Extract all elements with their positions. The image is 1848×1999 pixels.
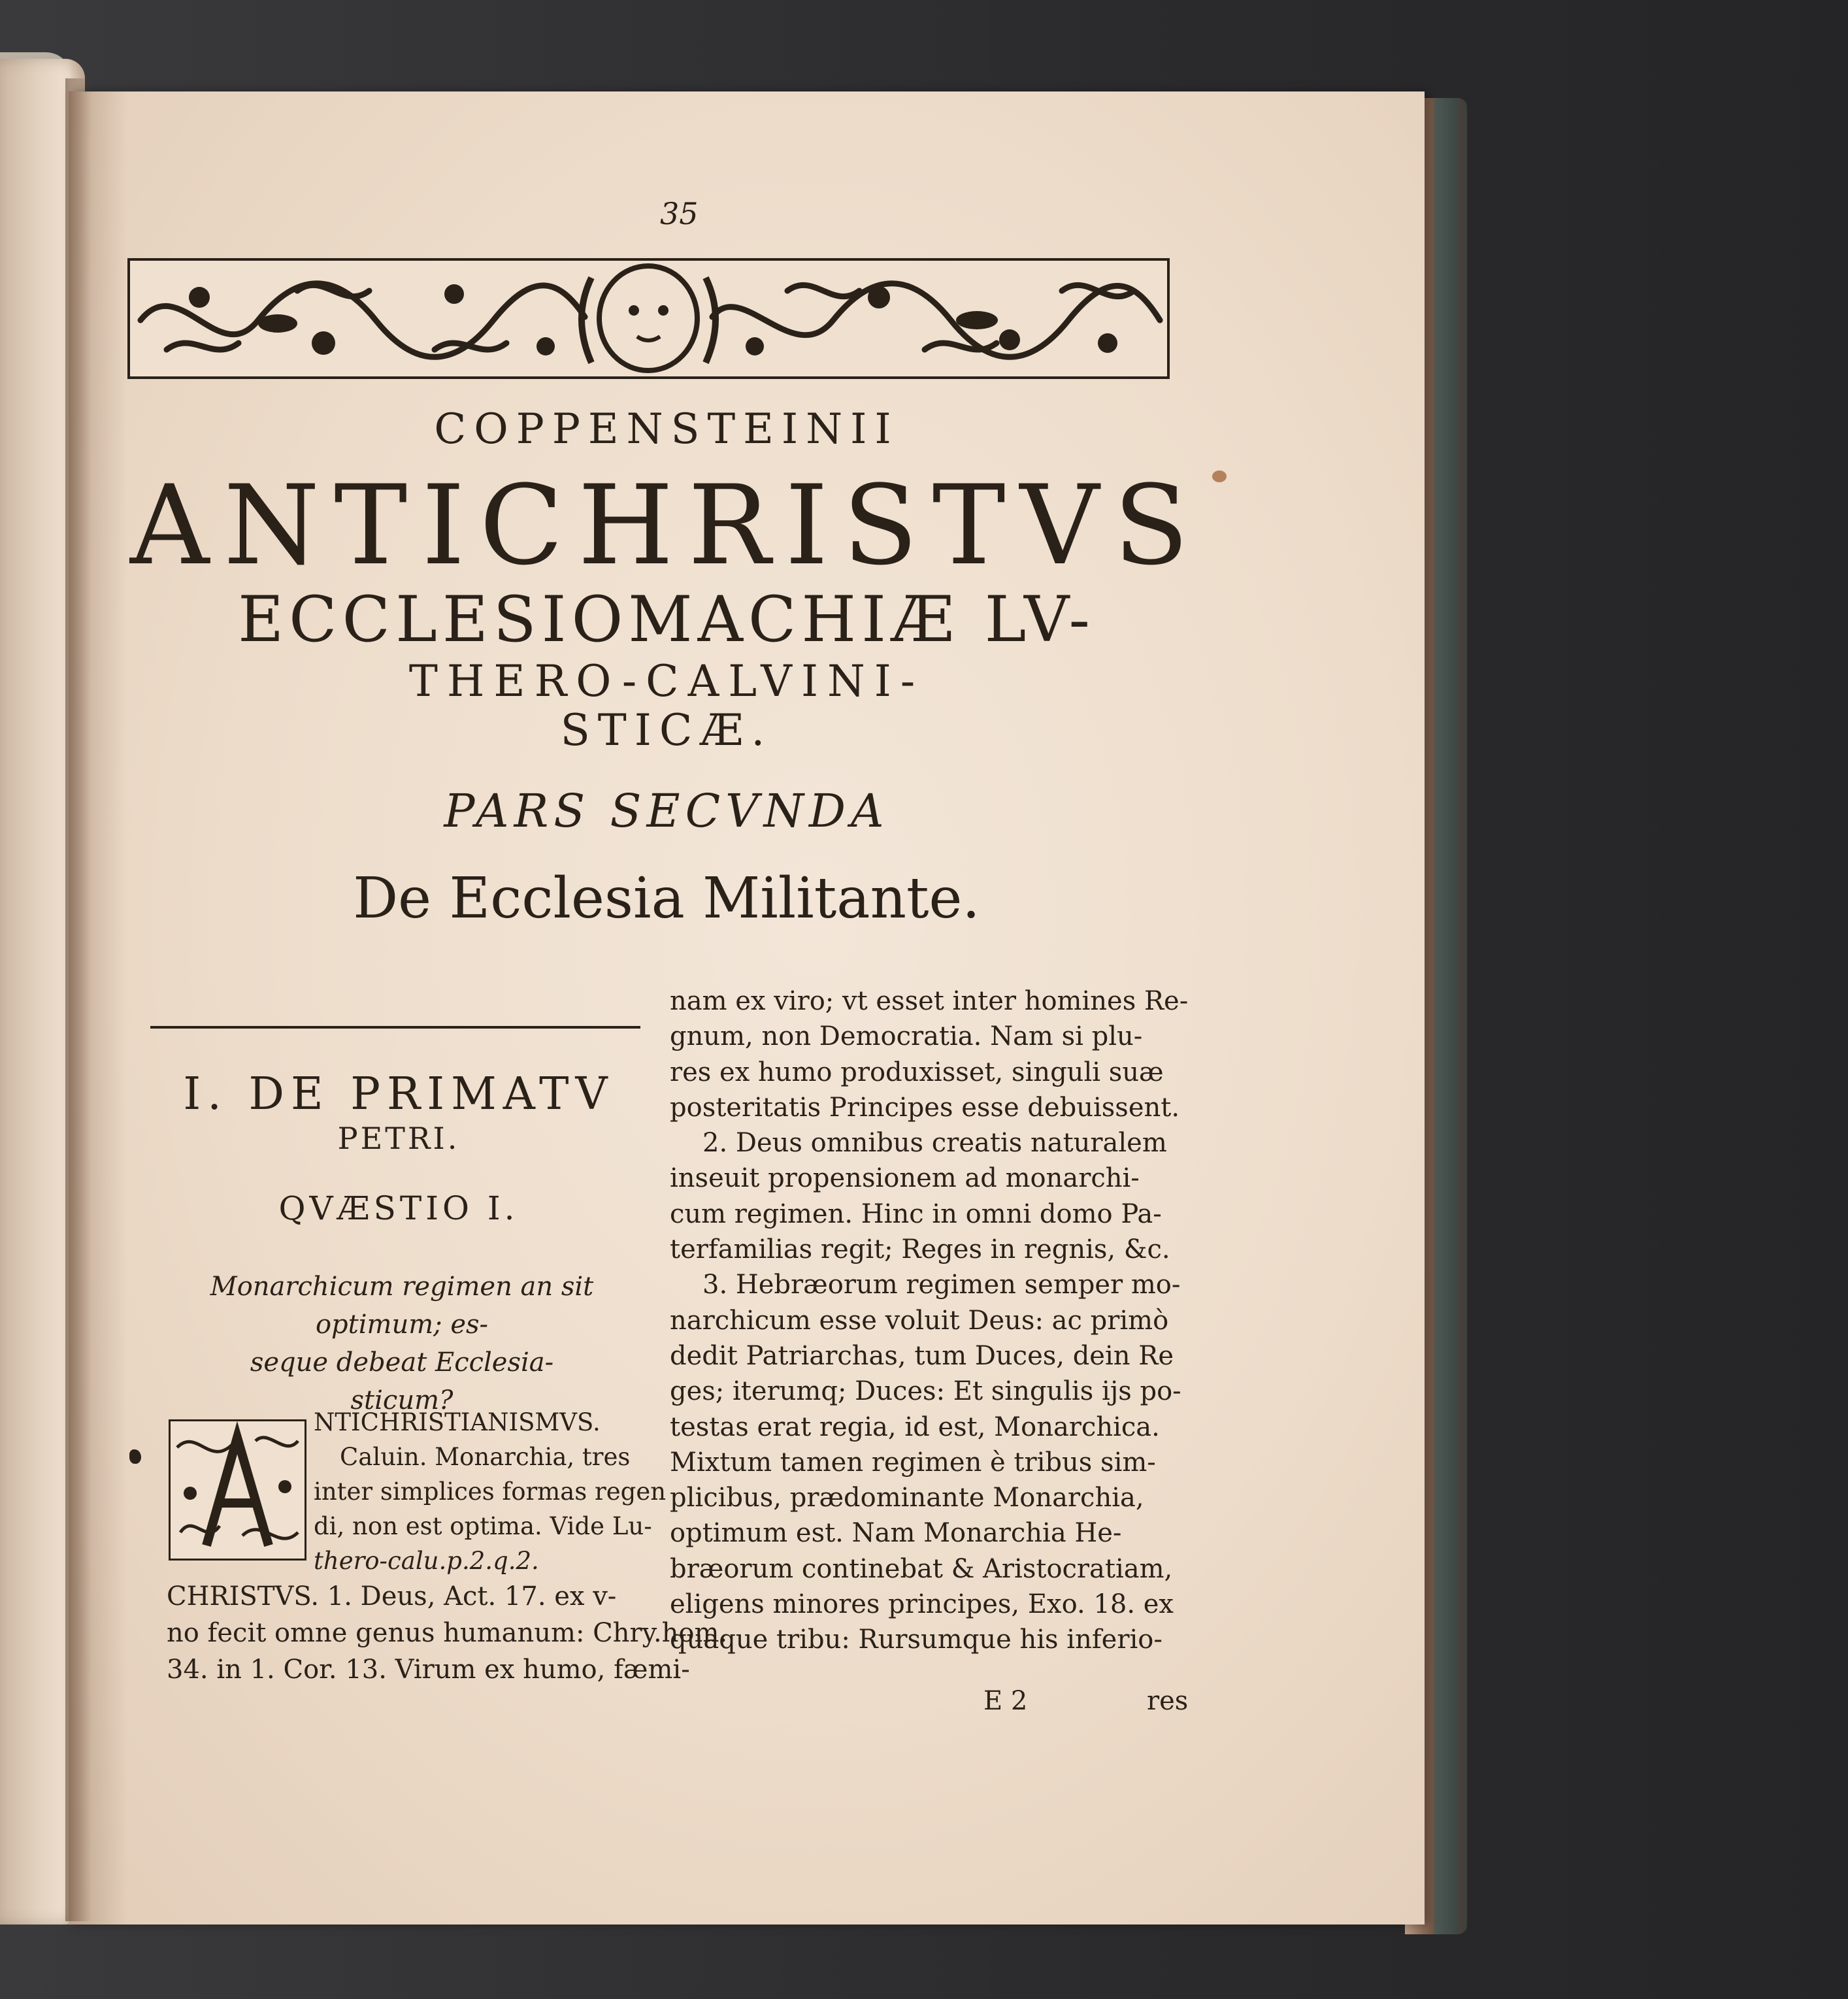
text-line: quaque tribu: Rursumque his inferio- [670, 1625, 1163, 1655]
text-line: posteritatis Principes esse debuissent. [670, 1092, 1180, 1123]
section-rule [150, 1026, 640, 1029]
text-line: CHRISTVS. 1. Deus, Act. 17. ex v- [167, 1581, 617, 1611]
text-line: plicibus, prædominante Monarchia, [670, 1483, 1144, 1513]
woodcut-ornament-icon [127, 258, 1170, 379]
book-cover-strip [1434, 98, 1457, 1934]
question-text [150, 1268, 653, 1419]
text-line: di, non est optima. Vide Lu- [314, 1512, 652, 1540]
text-line: NTICHRISTIANISMVS. [314, 1408, 601, 1436]
text-line: inseuit propensionem ad monarchi- [670, 1163, 1140, 1194]
section-title: I. DE PRIMATV [183, 1068, 614, 1120]
text-line: cum regimen. Hinc in omni domo Pa- [670, 1198, 1162, 1229]
text-line: testas erat regia, id est, Monarchica. [670, 1412, 1160, 1442]
title-line-4: STICÆ. [560, 705, 773, 755]
section-subtitle: PETRI. [337, 1121, 460, 1156]
text-line: bræorum continebat & Aristocratiam, [670, 1553, 1173, 1584]
decorated-initial-icon [169, 1419, 306, 1561]
part-subtitle: De Ecclesia Militante. [353, 866, 980, 931]
question-line: sticum? [350, 1385, 454, 1415]
text-line: optimum est. Nam Monarchia He- [670, 1518, 1122, 1549]
quaestio-heading: QVÆSTIO I. [278, 1189, 519, 1227]
text-line: Mixtum tamen regimen è tribus sim- [670, 1447, 1156, 1478]
text-line: 2. Deus omnibus creatis naturalem [702, 1128, 1167, 1159]
text-line: 3. Hebræorum regimen semper mo- [702, 1270, 1181, 1300]
text-line: gnum, non Democratia. Nam si plu- [670, 1021, 1143, 1052]
question-line: seque debeat Ecclesia- [250, 1347, 554, 1378]
title-line-3: THERO-CALVINI- [408, 656, 925, 706]
ink-stain [1212, 471, 1227, 482]
text-line: narchicum esse voluit Deus: ac primò [670, 1305, 1169, 1336]
text-line: dedit Patriarchas, tum Duces, dein Re [670, 1340, 1174, 1371]
right-column-body [670, 983, 1193, 1658]
page-number: 35 [660, 196, 699, 231]
page-gutter-shadow [65, 78, 91, 1921]
text-line: inter simplices formas regen [314, 1478, 667, 1506]
text-line: res ex humo produxisset, singuli suæ [670, 1057, 1164, 1087]
signature-mark: E 2 [983, 1686, 1028, 1716]
text-line: Caluin. Monarchia, tres [340, 1443, 631, 1471]
text-line: thero-calu.p.2.q.2. [314, 1547, 539, 1575]
left-column-beside-initial [314, 1405, 667, 1578]
part-heading: PARS SECVNDA [444, 784, 889, 838]
text-line: 34. in 1. Cor. 13. Virum ex humo, fæmi- [167, 1655, 690, 1685]
text-line: nam ex viro; vt esset inter homines Re- [670, 986, 1189, 1016]
question-line: Monarchicum regimen an sit optimum; es- [210, 1272, 594, 1340]
title-line-1: ANTICHRISTVS [129, 461, 1204, 589]
left-column-body [167, 1578, 728, 1688]
author-name: COPPENSTEINII [434, 405, 899, 454]
text-line: ges; iterumq; Duces: Et singulis ijs po- [670, 1376, 1181, 1407]
text-line: terfamilias regit; Reges in regnis, &c. [670, 1234, 1170, 1265]
text-line: no fecit omne genus humanum: Chry.hom. [167, 1618, 728, 1648]
text-line: eligens minores principes, Exo. 18. ex [670, 1589, 1174, 1620]
title-line-2: ECCLESIOMACHIÆ LV- [238, 583, 1095, 656]
ink-mark [129, 1449, 141, 1464]
catchword: res [1147, 1686, 1189, 1716]
